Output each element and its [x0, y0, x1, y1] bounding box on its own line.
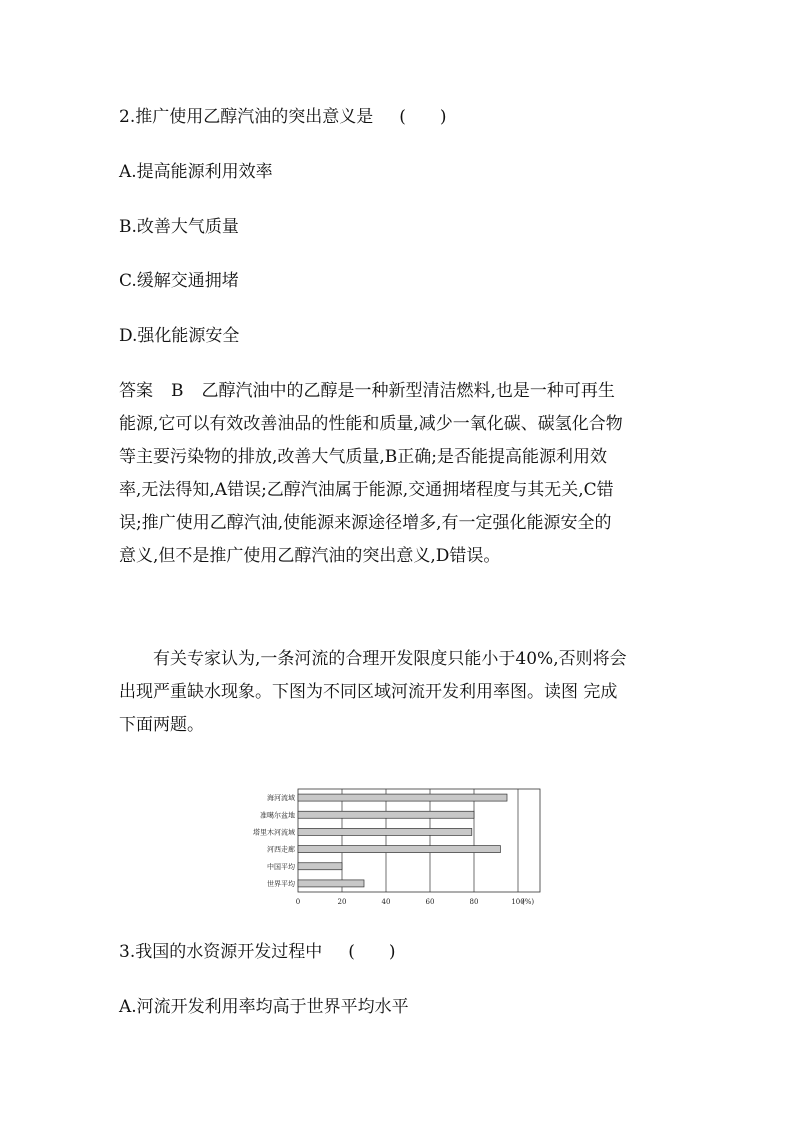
intro-line-2: 出现严重缺水现象。下图为不同区域河流开发利用率图。读图 完成	[119, 682, 618, 702]
bar	[298, 794, 507, 801]
material-intro	[119, 643, 679, 742]
option-c: C.缓解交通拥堵	[119, 271, 239, 291]
explanation-line-6: 意义,但不是推广使用乙醇汽油的突出意义,D错误。	[119, 546, 501, 566]
x-tick-label: 80	[469, 898, 479, 906]
bar	[298, 846, 500, 853]
category-label: 塔里木河流域	[253, 828, 295, 837]
intro-line-3: 下面两题。	[119, 715, 204, 735]
question-3-option-a: A.河流开发利用率均高于世界平均水平	[119, 997, 409, 1017]
explanation-line-3: 等主要污染物的排放,改善大气质量,B正确;是否能提高能源利用效	[119, 447, 608, 467]
answer-label: 答案	[119, 381, 153, 401]
explanation-line-4: 率,无法得知,A错误;乙醇汽油属于能源,交通拥堵程度与其无关,C错	[119, 480, 614, 500]
x-tick-label: 20	[337, 898, 347, 906]
x-unit-label: (%)	[522, 898, 535, 906]
x-tick-label: 100	[511, 898, 525, 906]
option-b: B.改善大气质量	[119, 217, 239, 237]
explanation-line-5: 误;推广使用乙醇汽油,使能源来源途径增多,有一定强化能源安全的	[119, 513, 612, 533]
bar	[298, 828, 472, 835]
x-tick-label: 0	[295, 898, 301, 906]
answer-explanation	[119, 375, 679, 573]
category-label: 海河流域	[267, 794, 295, 803]
question-3-text: 3.我国的水资源开发过程中	[119, 942, 323, 962]
category-label: 世界平均	[267, 879, 295, 888]
explanation-line-1: 乙醇汽油中的乙醇是一种新型清洁燃料,也是一种可再生	[201, 381, 615, 401]
question-2-text: 2.推广使用乙醇汽油的突出意义是	[119, 107, 374, 127]
plot-frame	[298, 789, 540, 892]
question-2-stem	[119, 105, 447, 129]
question-3-answer-blank: ( )	[348, 942, 396, 962]
question-3-stem	[119, 940, 396, 964]
x-tick-label: 60	[425, 898, 435, 906]
answer-key: B	[171, 381, 184, 401]
intro-line-1: 有关专家认为,一条河流的合理开发限度只能小于40%,否则将会	[153, 649, 627, 669]
option-d: D.强化能源安全	[119, 326, 240, 346]
river-utilization-chart	[250, 785, 560, 910]
category-label: 河西走廊	[267, 845, 295, 854]
category-label: 准噶尔盆地	[260, 811, 295, 820]
explanation-line-2: 能源,它可以有效改善油品的性能和质量,减少一氧化碳、碳氢化合物	[119, 414, 623, 434]
bar	[298, 811, 474, 818]
question-2-answer-blank: ( )	[399, 107, 447, 127]
option-a: A.提高能源利用效率	[119, 162, 273, 182]
bar	[298, 863, 342, 870]
bar	[298, 880, 364, 887]
x-tick-label: 40	[381, 898, 391, 906]
category-label: 中国平均	[267, 862, 295, 871]
